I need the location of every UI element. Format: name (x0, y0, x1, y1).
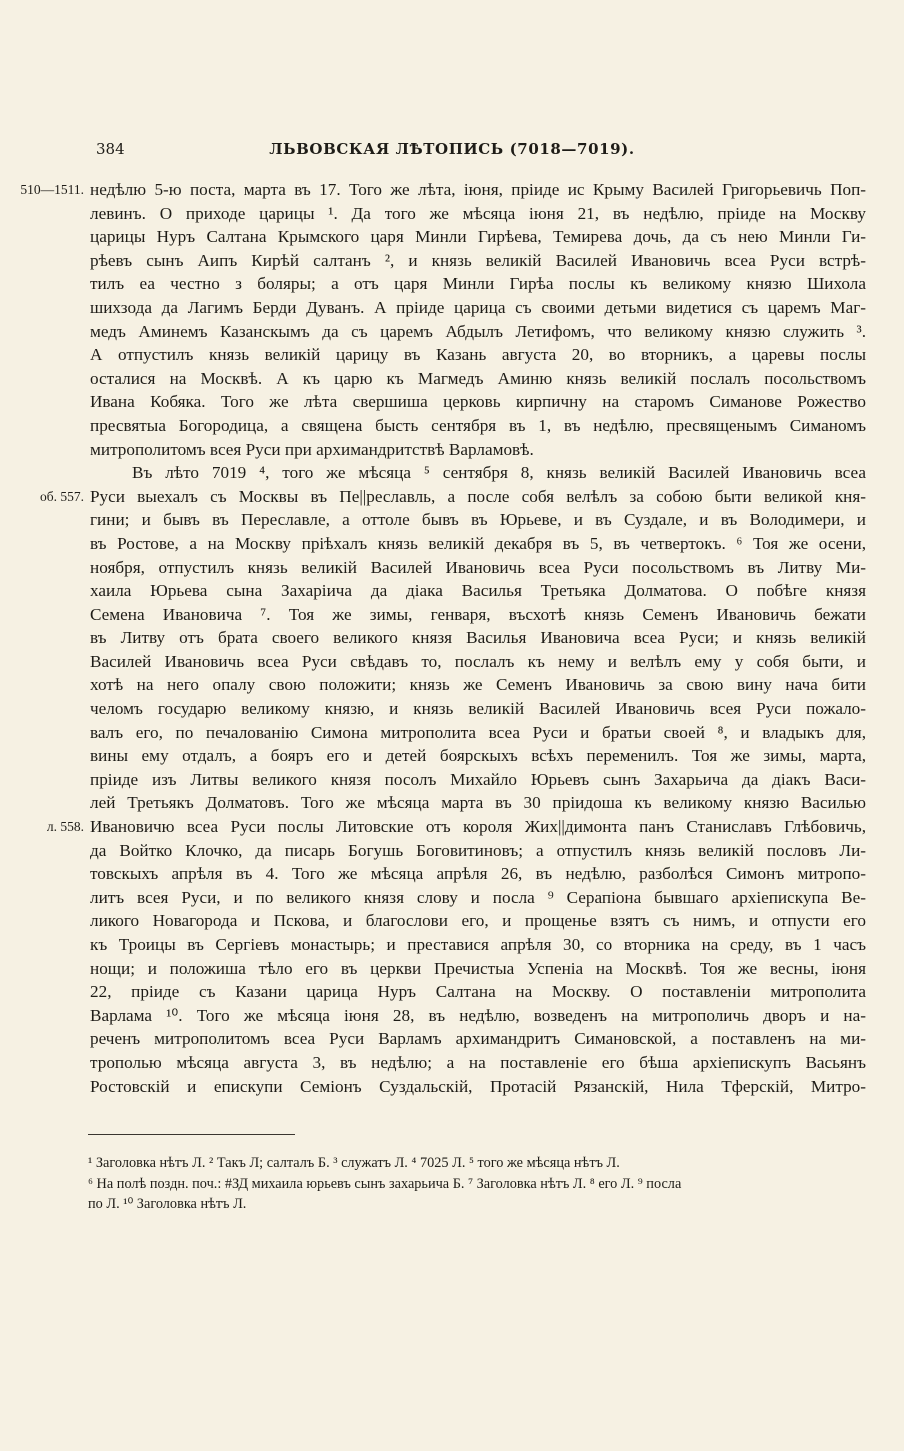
text-line-content: Ивановичю всеа Руси послы Литовские отъ короля Жих||димонта панъ Станиславъ Глѣбовичь, (90, 817, 866, 837)
text-line (90, 508, 866, 532)
text-line-content: валъ его, по печалованiю Симона митрополита всеа Руси и братьи своей ⁸, и владыкъ для, (90, 722, 866, 742)
text-line-content: товскыхъ апрѣля въ 4. Того же мѣсяца апрѣля 26, въ недѣлю, разболѣся Симонъ митропо- (90, 864, 866, 884)
text-line (90, 225, 866, 249)
text-line (20, 178, 866, 202)
text-line (46, 815, 866, 839)
text-line (90, 886, 866, 910)
text-line-content: ликого Новагорода и Пскова, и благослови его, и прощенье взятъ съ нимъ, и отпусти его (90, 911, 866, 931)
text-line-content: гини; и бывъ въ Переславле, а оттоле бывъ въ Юрьеве, и въ Суздале, и въ Володимери, и (90, 510, 866, 530)
text-line (90, 202, 866, 226)
text-line-content: Ивана Кобяка. Того же лѣта свершиша церковь кирпичну на старомъ Симанове Рожество (90, 392, 866, 412)
text-line-content: А отпустилъ князь великiй царицу въ Казань августа 20, во вторникъ, а царевы послы (90, 345, 866, 365)
text-line-content: литъ всея Руси, и по великого князя слову и посла ⁹ Серапiона бывшаго архiепискупа Ве- (90, 887, 866, 907)
text-line (90, 272, 866, 296)
text-line-content: Въ лѣто 7019 ⁴, того же мѣсяца ⁵ сентября 8, князь великiй Василей Ивановичь всеа (132, 463, 866, 483)
text-line (90, 579, 866, 603)
text-line (90, 320, 866, 344)
text-line-content: тилъ еа честно з боляры; а отъ царя Минли Гирѣа послы къ великому князю Шихола (90, 274, 866, 294)
text-line-content: реченъ митрополитомъ всеа Руси Варламъ архимандритъ Симановской, а поставленъ на ми- (90, 1029, 866, 1049)
text-line (90, 791, 866, 815)
text-line (90, 980, 866, 1004)
text-line-content: пресвятыа Богородица, а священа бысть сентября въ 1, въ недѣлю, пресвященымъ Симаномъ (90, 415, 866, 435)
running-title: ЛЬВОВСКАЯ ЛѢТОПИСЬ (7018—7019). (269, 140, 635, 158)
text-line-content: шихзода да Лагимъ Берди Дуванъ. А прiиде царица съ своими детьми видетися съ царемъ Маг- (90, 297, 866, 317)
text-line-content: нощи; и положиша тѣло его въ церкви Пречистыа Успенiа на Москвѣ. Тоя же весны, iюня (90, 958, 866, 978)
text-line (90, 957, 866, 981)
text-line (90, 1027, 866, 1051)
text-line (90, 673, 866, 697)
text-line-content: челомъ государю великому князю, и князь великiй Василей Ивановичь всея Руси пожало- (90, 699, 866, 719)
text-line (90, 343, 866, 367)
text-line (90, 721, 866, 745)
text-line-content: рѣевъ сынъ Аипъ Кирѣй салтанъ ², и князь великiй Василей Ивановичь всеа Руси встрѣ- (90, 250, 866, 270)
text-line-content: левинъ. О приходе царицы ¹. Да того же мѣсяца iюня 21, въ недѣлю, прiиде на Москву (90, 203, 866, 223)
text-line-content: недѣлю 5-ю поста, марта въ 17. Того же лѣта, iюня, прiиде ис Крыму Василей Григорьевичь Поп- (90, 180, 866, 199)
text-line (90, 367, 866, 391)
text-line-content: Семена Ивановича ⁷. Тоя же зимы, генваря, въсхотѣ князь Семенъ Ивановичь бежати (90, 604, 866, 624)
text-line (90, 249, 866, 273)
text-line-content: Руси выехалъ съ Москвы въ Пе||реславль, а после собя велѣлъ за собою быти великой кня- (90, 486, 866, 506)
footnote-line: ⁶ На полѣ поздн. поч.: #ЗД михаила юрьевъ сынъ захарьича Б. ⁷ Заголовка нѣтъ Л. ⁸ его Л. ⁹ посла (88, 1175, 682, 1192)
text-line-content: 22, прiиде съ Казани царица Нуръ Салтана на Москву. О поставленiи митрополита (90, 982, 866, 1002)
page-number: 384 (96, 140, 125, 158)
text-line (90, 768, 866, 792)
text-line (90, 532, 866, 556)
text-line (40, 485, 866, 509)
text-line (90, 1004, 866, 1028)
text-line-content: медъ Аминемъ Казанскымъ да съ царемъ Абдылъ Летифомъ, что великому князю служить ³. (90, 321, 866, 341)
text-line (90, 390, 866, 414)
text-line-content: въ Ростове, а на Москву прiѣхалъ князь великiй декабря въ 5, въ четвертокъ. ⁶ Тоя же осени, (90, 533, 866, 553)
text-line (90, 461, 866, 485)
text-line-content: трополью мѣсяца августа 3, въ недѣлю; а на поставленiе его бѣша архiепискупъ Васьянъ (90, 1052, 866, 1072)
text-line (90, 839, 866, 863)
footnote-line: ¹ Заголовка нѣтъ Л. ² Такъ Л; салталъ Б. ³ служатъ Л. ⁴ 7025 Л. ⁵ того же мѣсяца нѣтъ Л. (88, 1155, 620, 1171)
text-line-content: Варлама ¹⁰. Того же мѣсяца iюня 28, въ недѣлю, возведенъ на митрополичь дворъ и на- (90, 1005, 866, 1025)
text-line-content: хотѣ на него опалу свою положити; князь же Семенъ Ивановичь за свою вину нача бити (90, 675, 866, 695)
text-line (90, 626, 866, 650)
text-line (90, 650, 866, 674)
text-line-content: къ Троицы въ Сергiевъ монастырь; и преставися апрѣля 30, со вторника на среду, въ 1 часъ (90, 935, 866, 954)
folio-margin-note: л. 558. (46, 819, 84, 835)
footnotes (88, 1153, 866, 1215)
text-line (90, 438, 866, 462)
text-line (90, 1051, 866, 1075)
text-line (90, 556, 866, 580)
text-line-content: въ Литву отъ брата своего великого князя Василья Ивановича всеа Руси; и князь великiй (90, 628, 866, 648)
text-line (90, 862, 866, 886)
page-header (0, 140, 904, 164)
text-line (90, 697, 866, 721)
text-line (90, 933, 866, 957)
text-line (90, 414, 866, 438)
footnote-line: по Л. ¹⁰ Заголовка нѣтъ Л. (88, 1196, 247, 1212)
text-line (90, 909, 866, 933)
text-line-content: митрополитомъ всея Руси при архимандритствѣ Варламовѣ. (90, 439, 534, 459)
text-line-content: Ростовскiй и епискупи Семiонъ Суздальскiй, Протасiй Рязанскiй, Нила Тферскiй, Митро- (90, 1076, 866, 1096)
footnote-divider (88, 1134, 295, 1135)
text-line-content: вины ему отдалъ, а бояръ его и детей боярскыхъ всѣхъ переменилъ. Тоя же зимы, марта, (90, 746, 866, 766)
text-line (90, 1075, 866, 1099)
text-line-content: ноября, отпустилъ князь великiй Василей Ивановичь всеа Руси посольствомъ въ Литву Ми- (90, 557, 866, 577)
text-line-content: прiиде изъ Литвы великого князя посолъ Михайло Юрьевъ сынъ Захарьича да дiакъ Васи- (90, 769, 866, 789)
text-line-content: осталися на Москвѣ. А къ царю къ Магмедъ Аминю князь великiй послалъ посольствомъ (90, 368, 866, 388)
text-line (90, 603, 866, 627)
text-line (90, 296, 866, 320)
folio-margin-note: 510—1511. (20, 182, 84, 197)
text-line-content: царицы Нуръ Салтана Крымского царя Минли Гирѣева, Темирева дочь, да съ нею Минли Ги- (90, 227, 866, 247)
text-line-content: да Войтко Клочко, да писарь Богушь Боговитиновъ; а отпустилъ князь великiй пословъ Ли- (90, 840, 866, 860)
folio-margin-note: об. 557. (40, 488, 84, 504)
main-text (20, 178, 866, 1098)
text-line-content: хаила Юрьева сына Захарiича да дiака Василья Третьяка Долматова. О побѣге князя (90, 581, 866, 601)
text-line-content: лей Третьякъ Долматовъ. Того же мѣсяца марта въ 30 прiидоша къ великому князю Василью (90, 793, 866, 813)
text-line-content: Василей Ивановичь всеа Руси свѣдавъ то, послалъ къ нему и велѣлъ ему у собя быти, и (90, 651, 866, 671)
text-line (90, 744, 866, 768)
